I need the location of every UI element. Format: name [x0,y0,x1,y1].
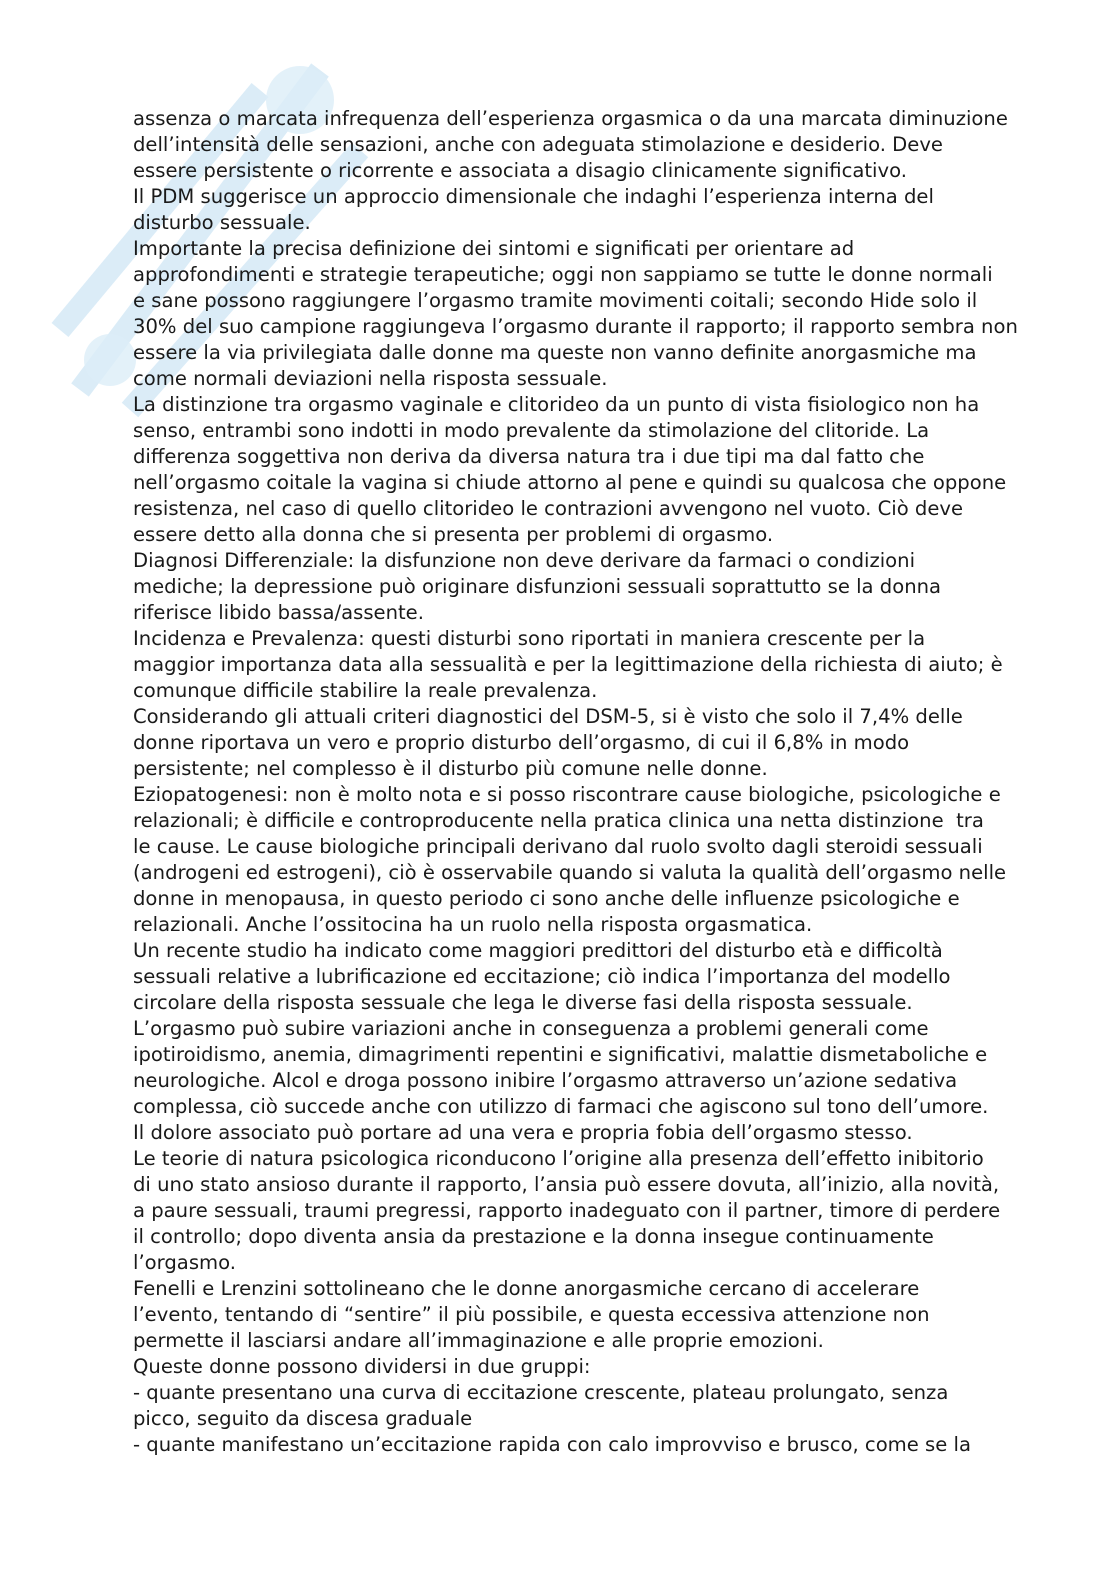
text-line: La distinzione tra orgasmo vaginale e clitorideo da un punto di vista fisiologico non ha [133,393,980,416]
text-line: relazionali; è difficile e controproducente nella pratica clinica una netta distinzione tra [133,809,984,832]
text-line: Eziopatogenesi: non è molto nota e si posso riscontrare cause biologiche, psicologiche e [133,783,1001,806]
text-line: le cause. Le cause biologiche principali derivano dal ruolo svolto dagli steroidi sessuali [133,835,983,858]
text-line: sessuali relative a lubrificazione ed eccitazione; ciò indica l’importanza del modello [133,965,951,988]
text-line: essere la via privilegiata dalle donne ma queste non vanno definite anorgasmiche ma [133,341,977,364]
body-text [133,106,1018,1458]
text-line: riferisce libido bassa/assente. [133,601,424,624]
text-line: persistente; nel complesso è il disturbo più comune nelle donne. [133,757,768,780]
text-line: nell’orgasmo coitale la vagina si chiude attorno al pene e quindi su qualcosa che oppone [133,471,1007,494]
text-line: comunque difficile stabilire la reale prevalenza. [133,679,598,702]
text-line: assenza o marcata infrequenza dell’esperienza orgasmica o da una marcata diminuzione [133,107,1008,130]
text-line: senso, entrambi sono indotti in modo prevalente da stimolazione del clitoride. La [133,419,930,442]
text-line: Il dolore associato può portare ad una vera e propria fobia dell’orgasmo stesso. [133,1121,913,1144]
text-line: 30% del suo campione raggiungeva l’orgasmo durante il rapporto; il rapporto sembra non [133,315,1018,338]
text-line: mediche; la depressione può originare disfunzioni sessuali soprattutto se la donna [133,575,942,598]
text-line: - quante presentano una curva di eccitazione crescente, plateau prolungato, senza [133,1381,949,1404]
text-line: Considerando gli attuali criteri diagnostici del DSM-5, si è visto che solo il 7,4% delle [133,705,963,728]
text-line: L’orgasmo può subire variazioni anche in conseguenza a problemi generali come [133,1017,929,1040]
text-line: circolare della risposta sessuale che lega le diverse fasi della risposta sessuale. [133,991,913,1014]
text-line: Diagnosi Differenziale: la disfunzione non deve derivare da farmaci o condizioni [133,549,916,572]
text-line: Importante la precisa definizione dei sintomi e significati per orientare ad [133,237,855,260]
text-line: il controllo; dopo diventa ansia da prestazione e la donna insegue continuamente [133,1225,934,1248]
text-line: approfondimenti e strategie terapeutiche; oggi non sappiamo se tutte le donne normali [133,263,993,286]
text-line: Un recente studio ha indicato come maggiori predittori del disturbo età e difficoltà [133,939,943,962]
text-line: picco, seguito da discesa graduale [133,1407,473,1430]
text-line: ipotiroidismo, anemia, dimagrimenti repentini e significativi, malattie dismetaboliche e [133,1043,988,1066]
text-line: (androgeni ed estrogeni), ciò è osservabile quando si valuta la qualità dell’orgasmo nelle [133,861,1007,884]
text-line: permette il lasciarsi andare all’immaginazione e alle proprie emozioni. [133,1329,824,1352]
text-line: di uno stato ansioso durante il rapporto, l’ansia può essere dovuta, all’inizio, alla novità, [133,1173,1000,1196]
text-line: donne in menopausa, in questo periodo ci sono anche delle influenze psicologiche e [133,887,960,910]
text-line: maggior importanza data alla sessualità e per la legittimazione della richiesta di aiuto; è [133,653,1003,676]
text-line: Incidenza e Prevalenza: questi disturbi sono riportati in maniera crescente per la [133,627,926,650]
text-line: resistenza, nel caso di quello clitorideo le contrazioni avvengono nel vuoto. Ciò deve [133,497,964,520]
text-line: dell’intensità delle sensazioni, anche con adeguata stimolazione e desiderio. Deve [133,133,943,156]
text-line: e sane possono raggiungere l’orgasmo tramite movimenti coitali; secondo Hide solo il [133,289,978,312]
text-line: a paure sessuali, traumi pregressi, rapporto inadeguato con il partner, timore di perdere [133,1199,1001,1222]
text-line: - quante manifestano un’eccitazione rapida con calo improvviso e brusco, come se la [133,1433,971,1456]
text-line: Le teorie di natura psicologica riconducono l’origine alla presenza dell’effetto inibitorio [133,1147,984,1170]
text-line: Queste donne possono dividersi in due gruppi: [133,1355,591,1378]
text-line: complessa, ciò succede anche con utilizzo di farmaci che agiscono sul tono dell’umore. [133,1095,989,1118]
text-line: Il PDM suggerisce un approccio dimensionale che indaghi l’esperienza interna del [133,185,934,208]
text-line: donne riportava un vero e proprio disturbo dell’orgasmo, di cui il 6,8% in modo [133,731,910,754]
text-line: essere persistente o ricorrente e associata a disagio clinicamente significativo. [133,159,907,182]
text-line: come normali deviazioni nella risposta sessuale. [133,367,608,390]
text-line: Fenelli e Lrenzini sottolineano che le donne anorgasmiche cercano di accelerare [133,1277,920,1300]
text-line: disturbo sessuale. [133,211,311,234]
text-line: essere detto alla donna che si presenta per problemi di orgasmo. [133,523,774,546]
text-line: neurologiche. Alcol e droga possono inibire l’orgasmo attraverso un’azione sedativa [133,1069,958,1092]
text-line: l’evento, tentando di “sentire” il più possibile, e questa eccessiva attenzione non [133,1303,930,1326]
text-line: relazionali. Anche l’ossitocina ha un ruolo nella risposta orgasmatica. [133,913,813,936]
text-line: differenza soggettiva non deriva da diversa natura tra i due tipi ma dal fatto che [133,445,925,468]
text-line: l’orgasmo. [133,1251,236,1274]
